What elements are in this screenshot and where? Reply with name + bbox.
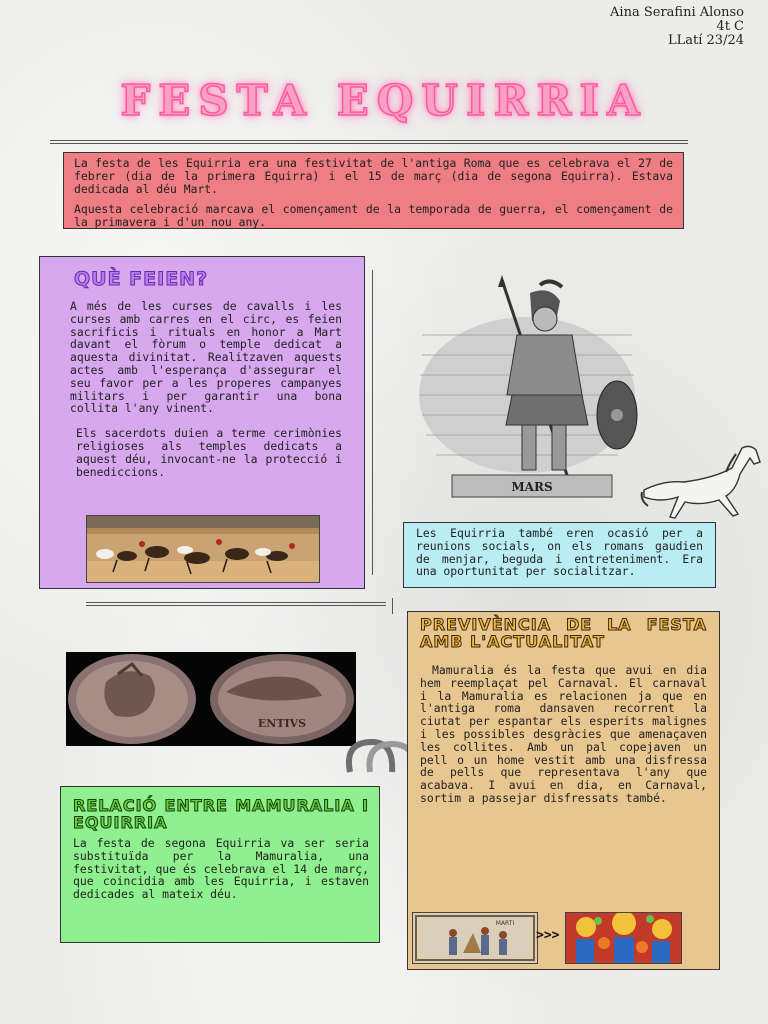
- mosaic-image: [412, 912, 538, 964]
- que-feien-paragraph-2: Els sacerdots duien a terme cerimònies religioses als temples dedicats a aquest déu, invocant-ne la protecció i benediccions.: [76, 426, 342, 479]
- page-title: FESTA EQUIRRIA: [120, 76, 648, 125]
- intro-paragraph-2: Aquesta celebració marcava el començament de la temporada de guerra, el començament de la primavera i d'un nou any.: [74, 202, 673, 230]
- mars-statue-image: [412, 275, 642, 505]
- vertical-divider: [372, 270, 373, 575]
- chariot-race-image: [86, 515, 320, 583]
- carnival-image: [565, 912, 682, 964]
- carnival-illustration: [566, 913, 681, 963]
- coin-inscription: ENTIVS: [257, 717, 307, 730]
- social-box: [403, 522, 716, 588]
- chariot-race-illustration: [87, 516, 319, 582]
- previvencia-text: Mamuralia és la festa que avui en dia hem reemplaçat pel Carnaval. El carnaval i la Mamuralia es relacionen ja que en l'antiga roma dansaven recorrent la ciutat per espantar els esperits malignes i les possibles desgràcies que amenaçaven les collites. Amb un pal copejaven un pell o un home vestit amb una disfressa de pells que representava l'any que acabava. I avui en dia, en Carnaval, sortim a passejar disfressats també.: [420, 663, 707, 805]
- relacio-heading: RELACIÓ ENTRE MAMURALIA I EQUIRRIA: [73, 796, 369, 832]
- intro-paragraph-1: La festa de les Equirria era una festivitat de l'antiga Roma que es celebrava el 27 de febrer (dia de la primera Equirra) i el 15 de març (dia de segona Equirra). Estava dedicada al déu Mart.: [74, 156, 673, 196]
- relacio-text: La festa de segona Equirria va ser seria substituïda per la Mamuralia, una festivitat, que és celebrava el 14 de març, que coincidia amb les Equirria, i estaven dedicades al mateix déu.: [73, 836, 369, 902]
- mars-label: MARS: [511, 480, 553, 494]
- coins-illustration: [66, 652, 356, 746]
- mars-statue-illustration: [412, 275, 642, 505]
- mosaic-label: MARTI: [495, 920, 515, 927]
- author-block: [610, 6, 744, 48]
- mosaic-illustration: [413, 913, 537, 963]
- coins-image: [66, 652, 356, 746]
- author-name: Aina Serafini Alonso: [610, 5, 744, 20]
- que-feien-heading: QUÈ FEIEN?: [74, 268, 209, 290]
- title-divider: [50, 140, 688, 144]
- relacio-box: [60, 786, 380, 943]
- previvencia-heading: PREVIVÈNCIA DE LA FESTA AMB L'ACTUALITAT: [420, 615, 707, 651]
- author-class: 4t C: [716, 19, 744, 34]
- middle-divider-left: [86, 602, 386, 606]
- horse-image: [640, 440, 768, 522]
- arrow-icon: >>>: [536, 928, 560, 943]
- middle-divider-tick: [392, 598, 393, 614]
- author-subject: LLatí 23/24: [668, 33, 744, 48]
- social-text: Les Equirria també eren ocasió per a reunions socials, on els romans gaudien de menjar, beguda i entreteniment. Era una oportunitat per socialitzar.: [416, 526, 703, 579]
- que-feien-paragraph-1: A més de les curses de cavalls i les curses amb carres en el circ, es feien sacrificis i rituals en honor a Mart davant el fòrum o temple dedicat a aquesta divinitat. Realitzaven aquests actes amb l'esperança d'assegurar el seu favor per a les properes campanyes militars i per garantir una bona collita l'any vinent.: [70, 299, 342, 416]
- horse-illustration: [640, 440, 768, 522]
- intro-box: [63, 152, 684, 229]
